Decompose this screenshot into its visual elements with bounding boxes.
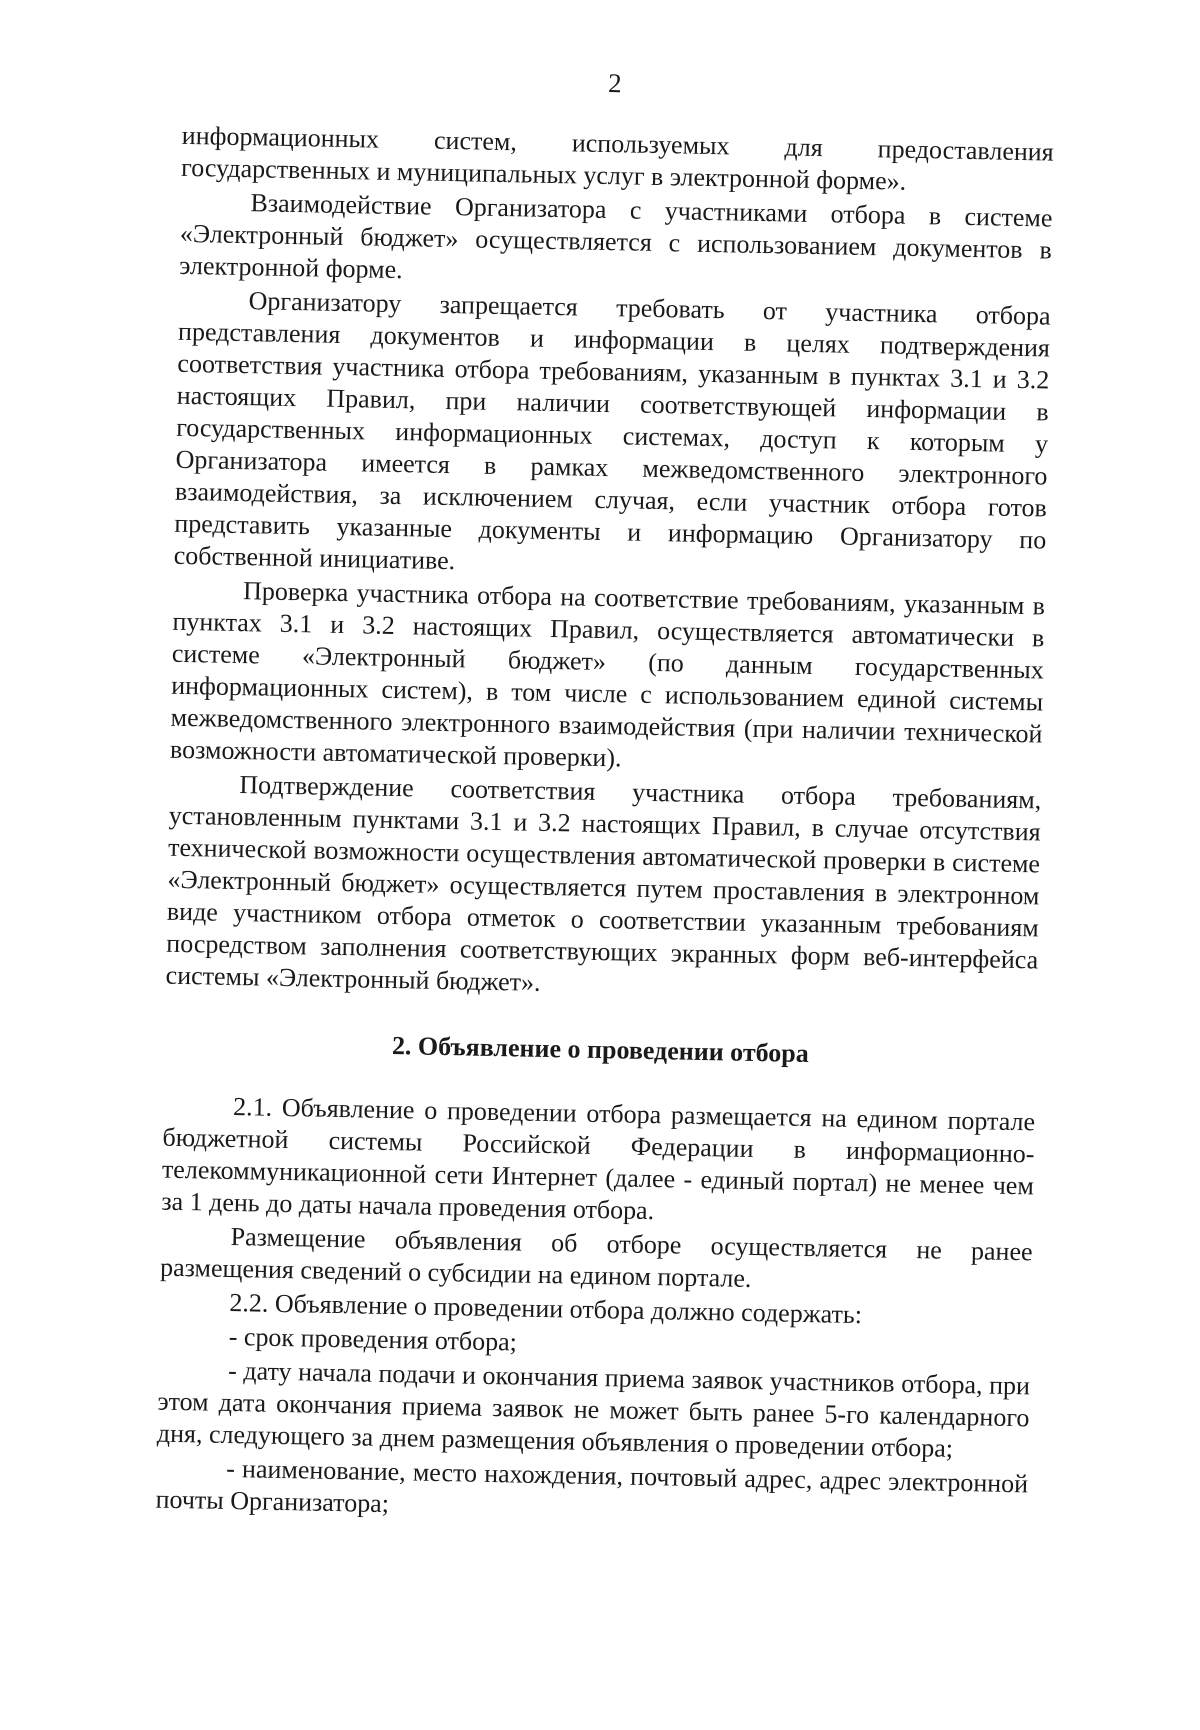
section-heading: 2. Объявление о проведении отбора (391, 1031, 810, 1069)
page-number: 2 (607, 68, 622, 99)
paragraph-interaction: Взаимодействие Организатора с участниками отбора в системе «Электронный бюджет» осуществляется с использованием документов в электронной форме. (179, 188, 1053, 285)
paragraph-verification: Проверка участника отбора на соответствие требованиям, указанным в пунктах 3.1 и 3.2 настоящих Правил, осуществляется автоматически в системе «Электронный бюджет» (по данным государственных информационных систем), в том числе с использованием единой системы межведомственного электронного взаимодействия (при наличии технической возможности автоматической проверки). (169, 576, 1046, 773)
document-body (155, 120, 1054, 1534)
paragraph-placement: Размещение объявления об отборе осуществляется не ранее размещения сведений о субсидии на едином портале. (159, 1221, 1033, 1293)
list-item-organizer: - наименование, место нахождения, почтовый адрес, адрес электронной почты Организатора; (155, 1453, 1029, 1519)
list-item-dates: - дату начала подачи и окончания приема заявок участников отбора, при этом дата окончания приема заявок не может быть ранее 5-го календарного дня, следующего за днем размещения объявления о проведении отбора; (156, 1355, 1031, 1463)
paragraph-continuation: информационных систем, используемых для предоставления государственных и муниципальных услуг в электронной форме». (180, 120, 1054, 196)
paragraph-prohibition: Организатору запрещается требовать от участника отбора представления документов и информации в целях подтверждения соответствия участника отбора требованиям, указанным в пунктах 3.1 и 3.2 настоящих Правил, при наличии соответствующей информации в государственных информационных системах, доступ к которым у Организатора имеется в рамках межведомственного электронного взаимодействия, за исключением случая, если участник отбора готов представить указанные документы и информацию Организатору по собственной инициативе. (173, 286, 1051, 576)
list-item-term: - срок проведения отбора; (228, 1321, 518, 1357)
paragraph-2-2: 2.2. Объявление о проведении отбора должно содержать: (229, 1287, 863, 1330)
paragraph-2-1: 2.1. Объявление о проведении отбора размещается на едином портале бюджетной системы Российской Федерации в информационно-телекоммуникационной сети Интернет (далее - единый портал) не менее чем за 1 день до даты начала проведения отбора. (161, 1092, 1036, 1226)
paragraph-confirmation: Подтверждение соответствия участника отбора требованиям, установленным пунктами 3.1 и 3.2 настоящих Правил, в случае отсутствия технической возможности осуществления автоматической проверки в системе «Электронный бюджет» осуществляется путем проставления в электронном виде участником отбора отметок о соответствии указанным требованиям посредством заполнения соответствующих экранных форм веб-интерфейса системы «Электронный бюджет». (165, 770, 1042, 997)
